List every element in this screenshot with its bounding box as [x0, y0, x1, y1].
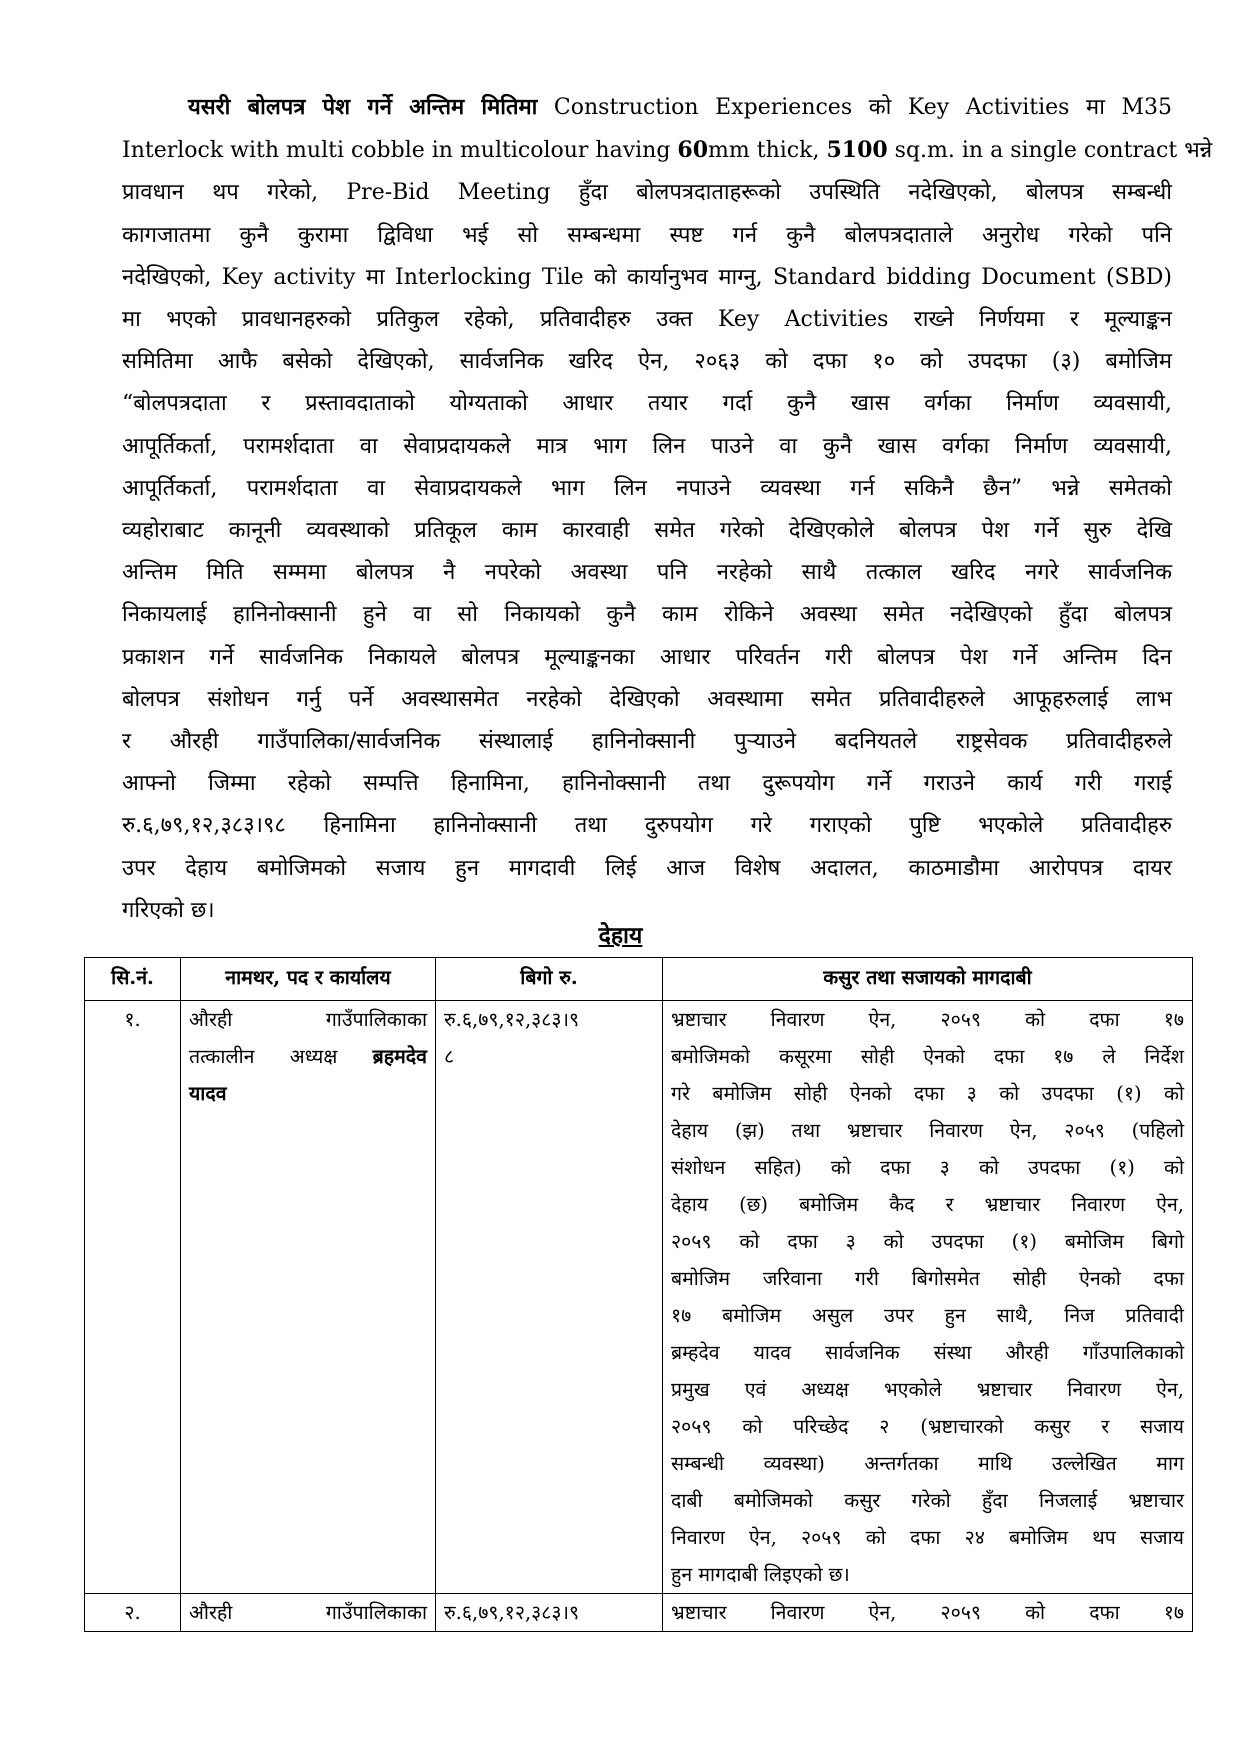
cell-demand: भ्रष्टाचार निवारण ऐन, २०५९ को दफा १७ — [663, 1594, 1193, 1632]
paragraph-line: मा भएको प्रावधानहरुको प्रतिकुल रहेको, प्रतिवादीहरु उक्त Key Activities राख्ने निर्णयमा र मूल्याङ्कन — [122, 307, 1172, 333]
paragraph-line: कागजातमा कुनै कुरामा द्विविधा भई सो सम्बन्धमा स्पष्ट गर्न कुनै बोलपत्रदाताले अनुरोध गरेको पनि — [122, 222, 1172, 248]
paragraph-line: Interlock with multi cobble in multicolour having 60mm thick, 5100 sq.m. in a single contract भन्ने — [122, 137, 1213, 164]
table-header-row — [85, 958, 1193, 1001]
cell-name: औरही गाउँपालिकाका — [181, 1594, 436, 1632]
cell-amount: रु.६,७९,१२,३८३।९ — [436, 1594, 663, 1632]
paragraph-line: उपर देहाय बमोजिमको सजाय हुन मागदावी लिई आज विशेष अदालत, काठमाडौमा आरोपपत्र दायर — [122, 855, 1172, 881]
section-heading: देहाय — [598, 922, 643, 949]
paragraph-line: बोलपत्र संशोधन गर्नु पर्ने अवस्थासमेत नरहेको देखिएको अवस्थामा समेत प्रतिवादीहरुले आफूहरुलाई लाभ — [122, 686, 1172, 712]
paragraph-line: समितिमा आफै बसेको देखिएको, सार्वजनिक खरिद ऐन, २०६३ को दफा १० को उपदफा (३) बमोजिम — [122, 349, 1172, 375]
paragraph-line: प्रावधान थप गरेको, Pre-Bid Meeting हुँदा बोलपत्रदाताहरूको उपस्थिति नदेखिएको, बोलपत्र सम्बन्धी — [122, 180, 1172, 206]
paragraph-line: नदेखिएको, Key activity मा Interlocking Tile को कार्यानुभव माग्नु, Standard bidding Document (SBD) — [122, 264, 1172, 290]
paragraph-line: यसरी बोलपत्र पेश गर्ने अन्तिम मितिमा Construction Experiences को Key Activities मा M35 — [188, 94, 1172, 120]
cell-serial: १. — [85, 1001, 181, 1594]
col-header-amount: बिगो रु. — [436, 958, 663, 1001]
table-row — [85, 1594, 1193, 1632]
charges-table — [84, 957, 1193, 1632]
paragraph-line: आपूर्तिकर्ता, परामर्शदाता वा सेवाप्रदायकले भाग लिन नपाउने व्यवस्था गर्न सकिनै छैन” भन्ने समेतको — [122, 475, 1172, 501]
paragraph-line: आफ्नो जिम्मा रहेको सम्पत्ति हिनामिना, हानिनोक्सानी तथा दुरूपयोग गर्ने गराउने कार्य गरी गराई — [122, 771, 1172, 797]
paragraph-line: आपूर्तिकर्ता, परामर्शदाता वा सेवाप्रदायकले मात्र भाग लिन पाउने वा कुनै खास वर्गका निर्माण व्यवसायी, — [122, 433, 1172, 459]
paragraph-line: र औरही गाउँपालिका/सार्वजनिक संस्थालाई हानिनोक्सानी पुऱ्याउने बदनियतले राष्ट्रसेवक प्रतिवादीहरुले — [122, 729, 1172, 755]
cell-demand: भ्रष्टाचार निवारण ऐन, २०५९ को दफा १७ बमोजिमको कसूरमा सोही ऐनको दफा १७ ले निर्देश गरे बमोजिम सोही ऐनको दफा ३ को उपदफा (१) को देहाय (झ) तथा भ्रष्टाचार निवारण ऐन, २०५९ (पहिलो संशोधन सहित) को दफा ३ को उपदफा (१) को देहाय (छ) बमोजिम कैद र भ्रष्टाचार निवारण ऐन, २०५९ को दफा ३ को उपदफा (१) बमोजिम बिगो बमोजिम जरिवाना गरी बिगोसमेत सोही ऐनको दफा १७ बमोजिम असुल उपर हुन साथै, निज प्रतिवादी ब्रम्हदेव यादव सार्वजनिक संस्था औरही गाँउपालिकाको प्रमुख एवं अध्यक्ष भएकोले भ्रष्टाचार निवारण ऐन, २०५९ को परिच्छेद २ (भ्रष्टाचारको कसुर र सजाय सम्बन्धी व्यवस्था) अन्तर्गतका माथि उल्लेखित माग दाबी बमोजिमको कसुर गरेको हुँदा निजलाई भ्रष्टाचार निवारण ऐन, २०५९ को दफा २४ बमोजिम थप सजाय हुन मागदाबी लिइएको छ। — [663, 1001, 1193, 1594]
paragraph-line: प्रकाशन गर्ने सार्वजनिक निकायले बोलपत्र मूल्याङ्कनका आधार परिवर्तन गरी बोलपत्र पेश गर्ने अन्तिम दिन — [122, 644, 1172, 670]
cell-name: औरही गाउँपालिकाका तत्कालीन अध्यक्ष ब्रहमदेव यादव — [181, 1001, 436, 1594]
body-paragraph — [122, 86, 1213, 932]
col-header-serial: सि.नं. — [85, 958, 181, 1001]
paragraph-line-last: गरिएको छ। — [122, 897, 215, 923]
paragraph-lead: यसरी बोलपत्र पेश गर्ने अन्तिम मितिमा — [188, 94, 538, 120]
paragraph-line: रु.६,७९,१२,३८३।९८ हिनामिना हानिनोक्सानी तथा दुरुपयोग गरे गराएको पुष्टि भएकोले प्रतिवादीहरु — [122, 813, 1172, 839]
cell-serial: २. — [85, 1594, 181, 1632]
paragraph-line: अन्तिम मिति सम्ममा बोलपत्र नै नपरेको अवस्था पनि नरहेको साथै तत्काल खरिद नगरे सार्वजनिक — [122, 560, 1172, 586]
col-header-demand: कसुर तथा सजायको मागदाबी — [663, 958, 1193, 1001]
col-header-name: नामथर, पद र कार्यालय — [181, 958, 436, 1001]
paragraph-line: व्यहोराबाट कानूनी व्यवस्थाको प्रतिकूल काम कारवाही समेत गरेको देखिएकोले बोलपत्र पेश गर्ने सुरु देखि — [122, 518, 1172, 544]
table-row — [85, 1001, 1193, 1594]
paragraph-line: “बोलपत्रदाता र प्रस्तावदाताको योग्यताको आधार तयार गर्दा कुनै खास वर्गका निर्माण व्यवसायी, — [122, 391, 1172, 417]
paragraph-line: निकायलाई हानिनोक्सानी हुने वा सो निकायको कुनै काम रोकिने अवस्था समेत नदेखिएको हुँदा बोलपत्र — [122, 602, 1172, 628]
cell-amount: रु.६,७९,१२,३८३।९ ८ — [436, 1001, 663, 1594]
